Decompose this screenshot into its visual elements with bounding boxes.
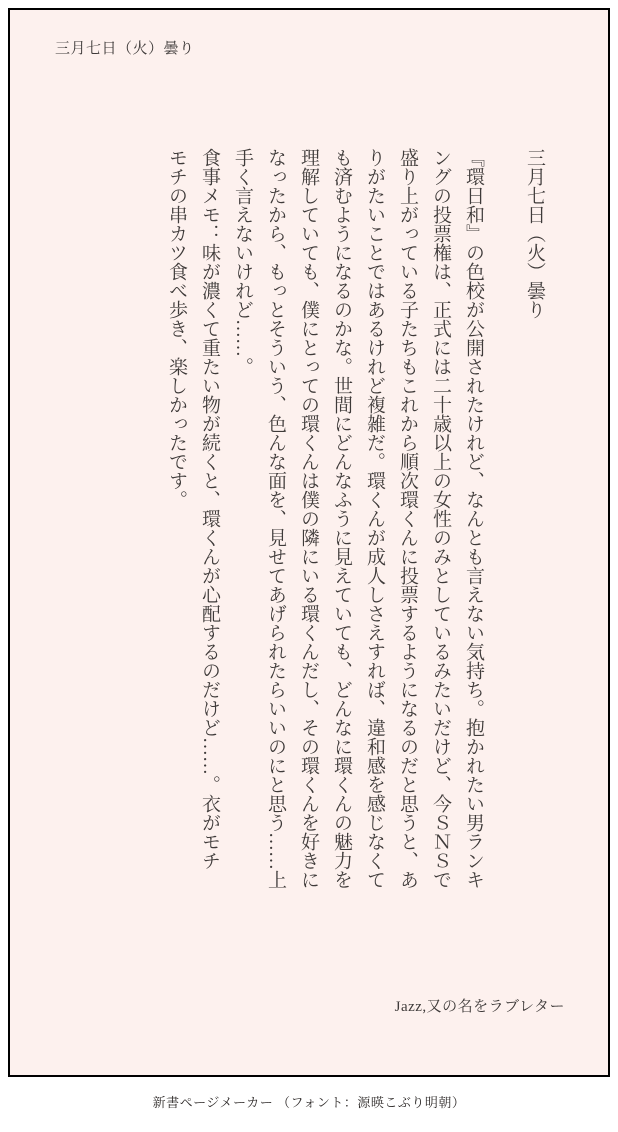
- vertical-text-line: も済むようになるのかな。世間にどんなふうに見えていても、どんなに環くんの魅力を: [331, 148, 352, 889]
- vertical-text-line: りがたいことではあるけれど複雑だ。環くんが成人しさえすれば、違和感を感じなくて: [364, 148, 385, 889]
- date-header: 三月七日（火）曇り: [55, 41, 195, 57]
- vertical-text-line: 理解していても、僕にとっての環くんは僕の隣にいる環くんだし、その環くんを好きに: [298, 148, 319, 889]
- page-frame: [8, 8, 610, 1077]
- vertical-text-line: 三月七日（火）曇り: [524, 148, 545, 319]
- signature-title: Jazz,又の名をラブレター: [394, 999, 565, 1015]
- vertical-text-line: なったから、もっとそういう、色んな面を、見せてあげられたらいいのにと思う……上: [265, 148, 286, 889]
- vertical-text-line: 盛り上がっている子たちもこれから順次環くんに投票するようになるのだと思うと、あ: [397, 148, 418, 889]
- vertical-text-line: モチの串カツ食べ歩き、楽しかったです。: [166, 148, 187, 509]
- vertical-text-line: 食事メモ：味が濃くて重たい物が続くと、環くんが心配するのだけど……。衣がモチ: [199, 148, 220, 870]
- diary-body-vertical-text: [160, 148, 551, 910]
- vertical-text-line: ングの投票権は、正式には二十歳以上の女性のみとしているみたいだけど、今ＳＮＳで: [430, 148, 451, 889]
- vertical-text-line: 『環日和』の色校が公開されたけれど、なんとも言えない気持ち。抱かれたい男ランキ: [463, 148, 484, 889]
- vertical-text-line: 手く言えないけれど……。: [232, 148, 253, 376]
- footer-caption: 新書ページメーカー （フォント：源暎こぶり明朝）: [152, 1095, 466, 1110]
